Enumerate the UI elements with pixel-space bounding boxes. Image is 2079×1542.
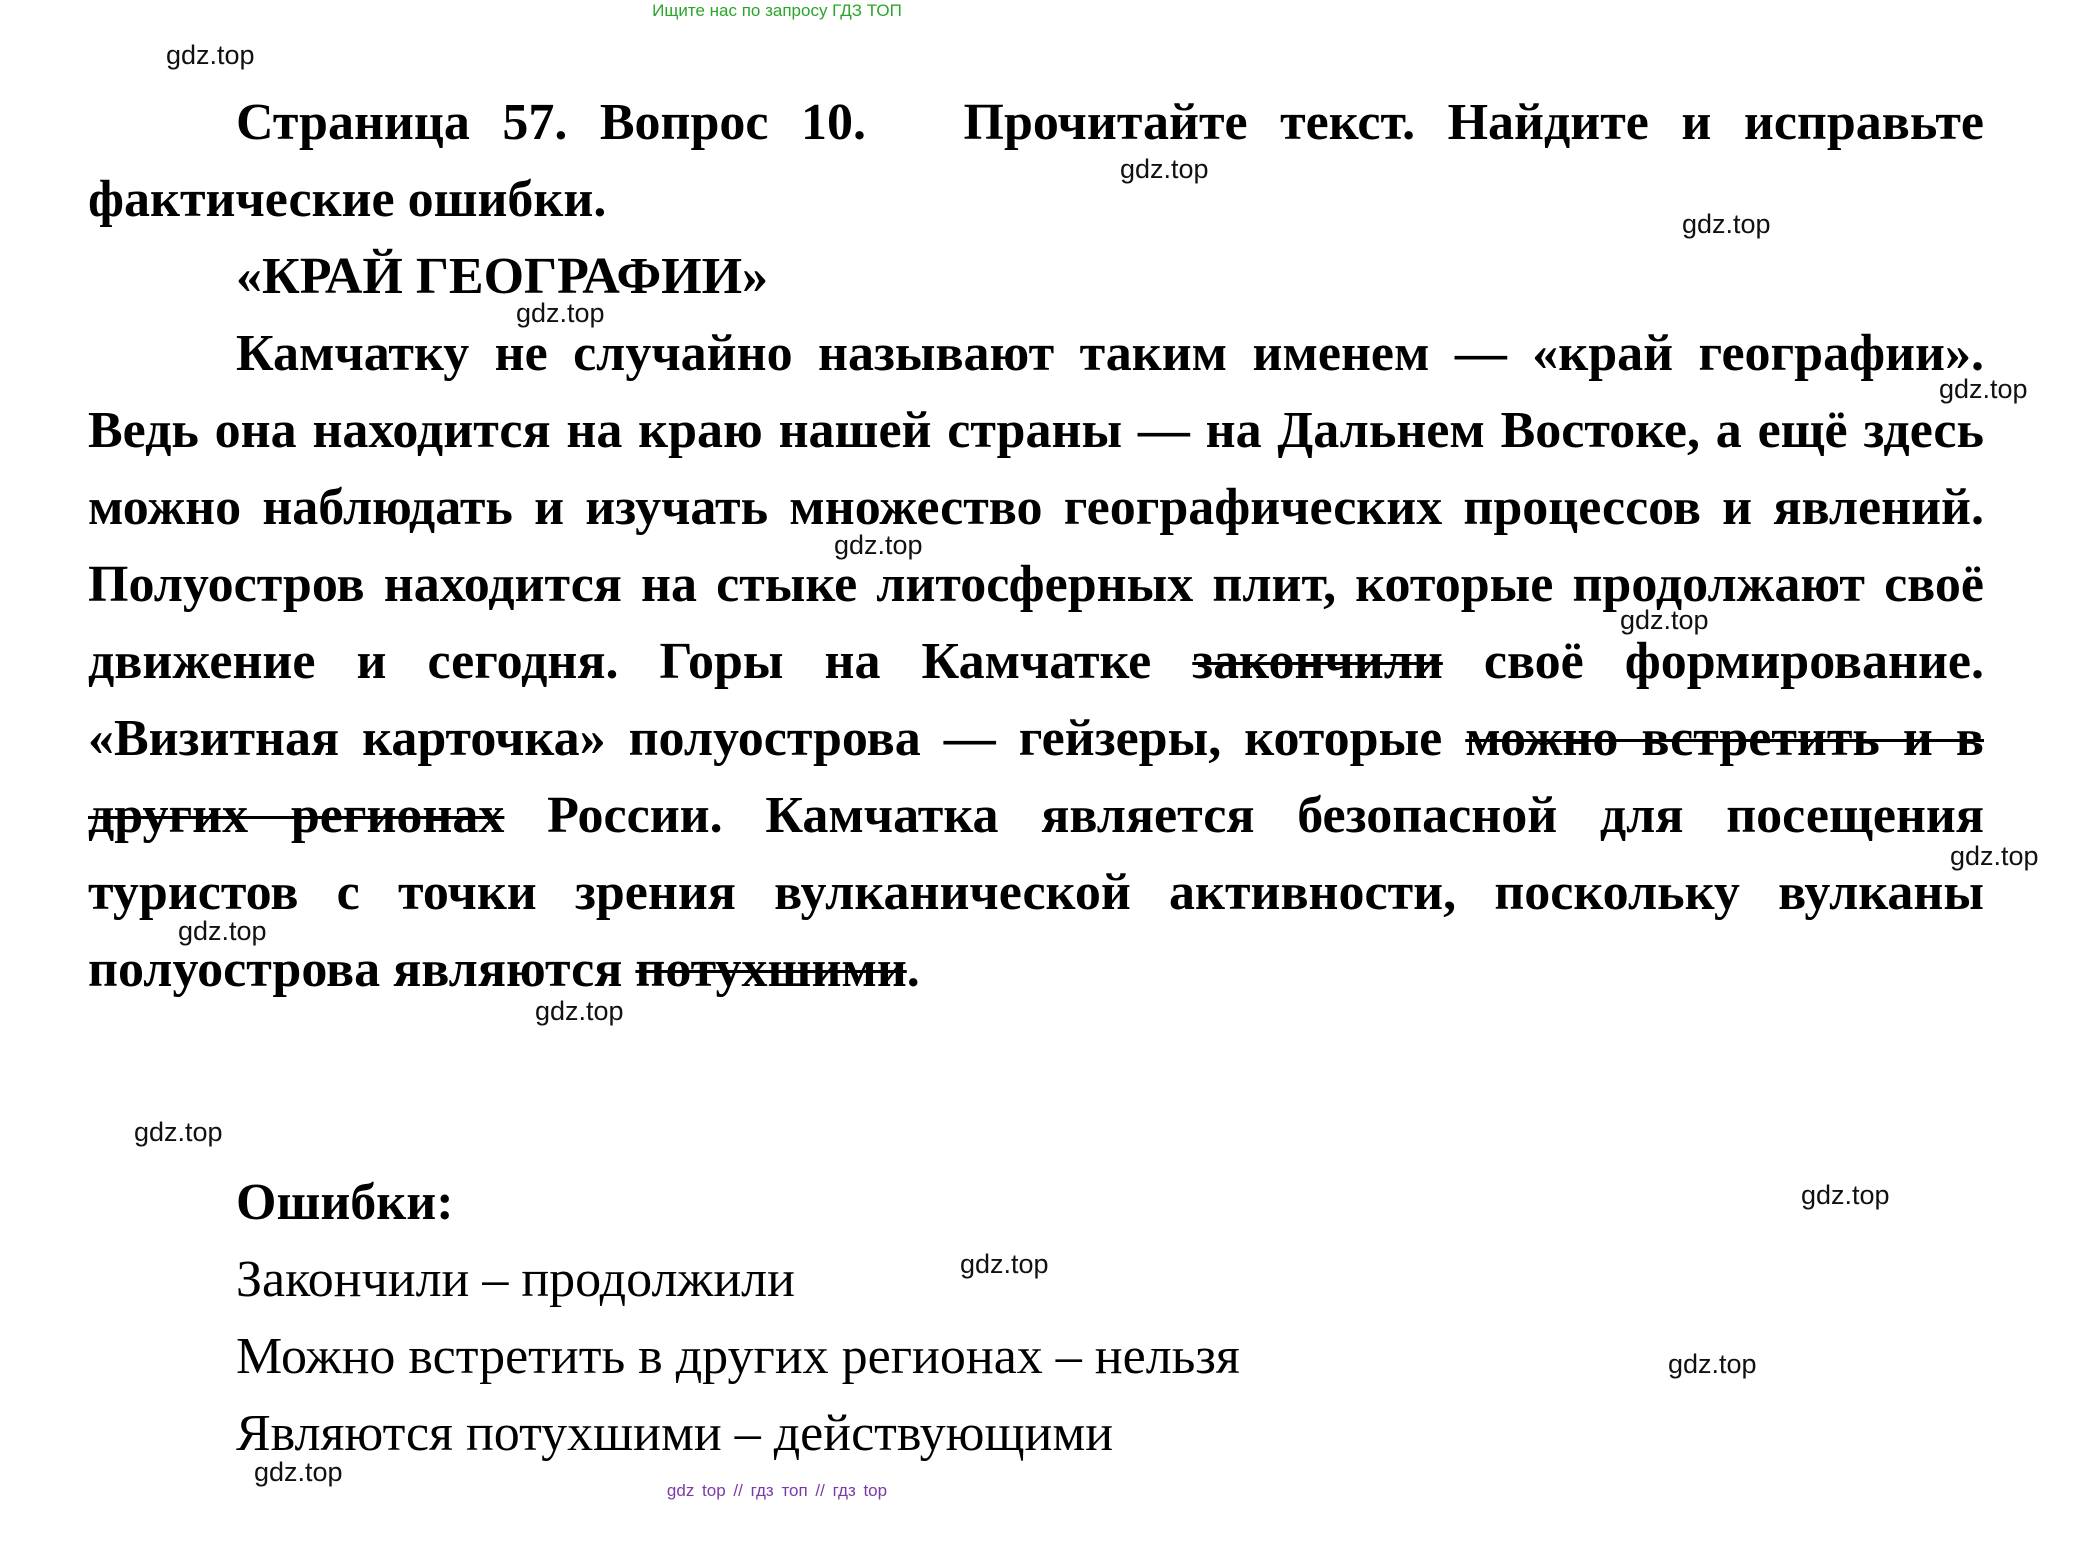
- watermark: gdz.top: [178, 916, 267, 946]
- article-paragraph: [88, 315, 1984, 1008]
- error-item: Закончили – продолжили: [236, 1251, 795, 1308]
- top-banner[interactable]: Ищите нас по запросу ГДЗ ТОП: [652, 1, 902, 20]
- watermark: gdz.top: [1939, 374, 2028, 404]
- strikethrough-error: можно встретить и в других регионах: [88, 710, 1984, 844]
- watermark: gdz.top: [1668, 1349, 1757, 1379]
- strikethrough-error: закончили: [1192, 633, 1443, 690]
- error-item: Являются потухшими – действующими: [236, 1405, 1114, 1462]
- watermark: gdz.top: [134, 1117, 223, 1147]
- article-text: своё формирование. «Визитная карточка» полуострова — гейзеры, которые: [88, 633, 1984, 767]
- watermark: gdz.top: [1950, 841, 2039, 871]
- bottom-banner[interactable]: gdz top // гдз топ // гдз top: [666, 1481, 888, 1500]
- article-title: «КРАЙ ГЕОГРАФИИ»: [236, 248, 769, 305]
- article-text: .: [906, 941, 920, 998]
- watermark: gdz.top: [1682, 209, 1771, 239]
- watermark: gdz.top: [535, 996, 624, 1026]
- strikethrough-error: потухшими: [635, 941, 907, 998]
- article-text: России. Камчатка является безопасной для посещения туристов с точки зрения вулканической активности, поскольку вулканы полуострова являются: [88, 787, 1984, 998]
- watermark: gdz.top: [1120, 154, 1209, 184]
- watermark: gdz.top: [960, 1249, 1049, 1279]
- question-label: Страница 57. Вопрос 10.: [236, 94, 866, 151]
- watermark: gdz.top: [834, 530, 923, 560]
- question-text: Прочитайте текст. Найдите и исправьте фактические ошибки.: [88, 94, 1984, 228]
- watermark: gdz.top: [516, 298, 605, 328]
- watermark: gdz.top: [1620, 605, 1709, 635]
- watermark: gdz.top: [1801, 1180, 1890, 1210]
- errors-heading: Ошибки:: [236, 1174, 454, 1231]
- errors-section: [236, 1164, 1240, 1472]
- error-item: Можно встретить в других регионах – нельзя: [236, 1328, 1240, 1385]
- watermark: gdz.top: [254, 1457, 343, 1487]
- article-text: Камчатку не случайно называют таким именем — «край географии». Ведь она находится на краю нашей страны — на Дальнем Востоке, а ещё здесь можно наблюдать и изучать множество географических процессов и явлений. Полуостров находится на стыке литосферных плит, которые продолжают своё движение и сегодня. Горы на Камчатке: [88, 325, 1984, 690]
- watermark: gdz.top: [166, 40, 255, 70]
